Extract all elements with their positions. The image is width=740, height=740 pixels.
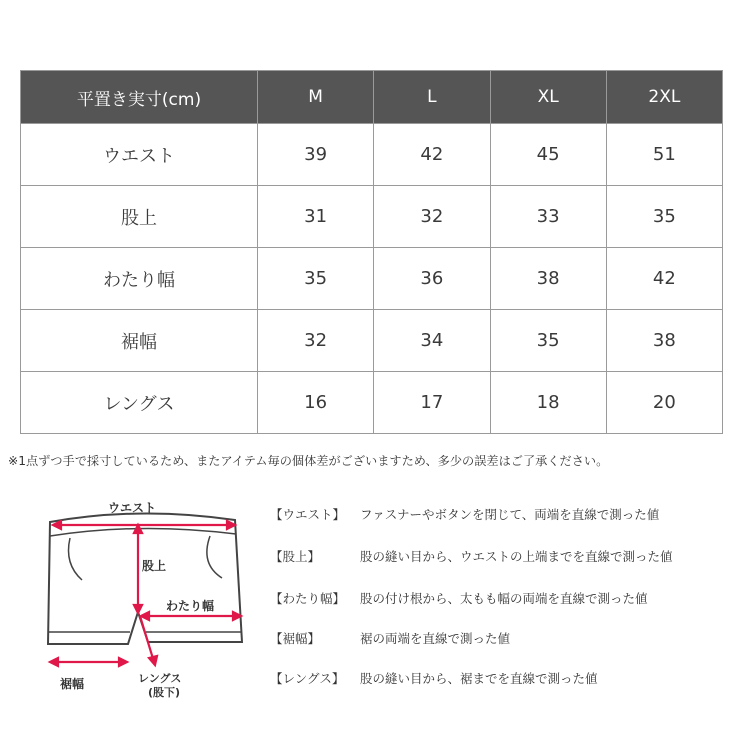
row-label: 裾幅 bbox=[21, 310, 258, 372]
label-rise: 股上 bbox=[142, 559, 167, 573]
table-cell: 38 bbox=[606, 310, 722, 372]
table-cell: 32 bbox=[258, 310, 374, 372]
row-label: わたり幅 bbox=[21, 248, 258, 310]
row-label: ウエスト bbox=[21, 124, 258, 186]
table-header-row bbox=[21, 71, 723, 124]
legend-desc: 股の縫い目から、ウエストの上端までを直線で測った値 bbox=[360, 549, 673, 564]
table-cell: 16 bbox=[258, 372, 374, 434]
table-row bbox=[21, 248, 723, 310]
shorts-diagram bbox=[20, 492, 270, 702]
legend-key: 【裾幅】 bbox=[270, 631, 321, 646]
table-cell: 20 bbox=[606, 372, 722, 434]
legend-desc: 裾の両端を直線で測った値 bbox=[360, 631, 511, 646]
row-label: 股上 bbox=[21, 186, 258, 248]
table-row bbox=[21, 186, 723, 248]
table-cell: 33 bbox=[490, 186, 606, 248]
thigh-arrow-head-left bbox=[141, 612, 149, 620]
length-arrow-head bbox=[149, 656, 157, 665]
rise-arrow-head-bottom bbox=[134, 605, 142, 613]
legend-key: 【レングス】 bbox=[270, 671, 345, 686]
hem-arrow-head-left bbox=[50, 658, 58, 666]
table-row bbox=[21, 124, 723, 186]
measurement-note: ※1点ずつ手で採寸しているため、またアイテム毎の個体差がございますため、多少の誤差はご了承ください。 bbox=[8, 454, 609, 468]
table-row bbox=[21, 372, 723, 434]
table-cell: 34 bbox=[374, 310, 490, 372]
table-header-cell: M bbox=[258, 71, 374, 124]
hem-arrow-head-right bbox=[119, 658, 127, 666]
legend-key: 【わたり幅】 bbox=[270, 591, 346, 606]
rise-arrow-head-top bbox=[134, 525, 142, 533]
table-cell: 45 bbox=[490, 124, 606, 186]
table-cell: 36 bbox=[374, 248, 490, 310]
waistband-line bbox=[50, 528, 236, 536]
length-arrow bbox=[140, 616, 154, 662]
size-table bbox=[20, 70, 723, 434]
table-cell: 42 bbox=[374, 124, 490, 186]
legend-desc: ファスナーやボタンを閉じて、両端を直線で測った値 bbox=[360, 507, 660, 522]
table-row bbox=[21, 310, 723, 372]
table-header-cell: L bbox=[374, 71, 490, 124]
label-thigh: わたり幅 bbox=[166, 599, 215, 613]
legend-key: 【股上】 bbox=[270, 549, 321, 564]
row-label: レングス bbox=[21, 372, 258, 434]
pocket-right bbox=[207, 536, 222, 578]
table-header-cell: 2XL bbox=[606, 71, 722, 124]
legend-key: 【ウエスト】 bbox=[270, 507, 346, 522]
label-length: レングス bbox=[138, 672, 182, 685]
table-cell: 38 bbox=[490, 248, 606, 310]
legend-desc: 股の縫い目から、裾までを直線で測った値 bbox=[360, 671, 598, 686]
table-cell: 35 bbox=[490, 310, 606, 372]
table-cell: 35 bbox=[258, 248, 374, 310]
table-cell: 31 bbox=[258, 186, 374, 248]
table-header-cell: XL bbox=[490, 71, 606, 124]
pocket-left bbox=[69, 538, 83, 580]
label-length-sub: (股下) bbox=[148, 686, 181, 699]
legend-desc: 股の付け根から、太もも幅の両端を直線で測った値 bbox=[360, 591, 648, 606]
table-cell: 39 bbox=[258, 124, 374, 186]
table-cell: 32 bbox=[374, 186, 490, 248]
table-cell: 35 bbox=[606, 186, 722, 248]
label-hem: 裾幅 bbox=[60, 677, 85, 691]
table-cell: 17 bbox=[374, 372, 490, 434]
waist-arrow-head-right bbox=[227, 521, 235, 529]
table-cell: 18 bbox=[490, 372, 606, 434]
table-cell: 42 bbox=[606, 248, 722, 310]
label-waist: ウエスト bbox=[108, 501, 157, 515]
table-cell: 51 bbox=[606, 124, 722, 186]
table-header-cell: 平置き実寸(cm) bbox=[21, 71, 258, 124]
